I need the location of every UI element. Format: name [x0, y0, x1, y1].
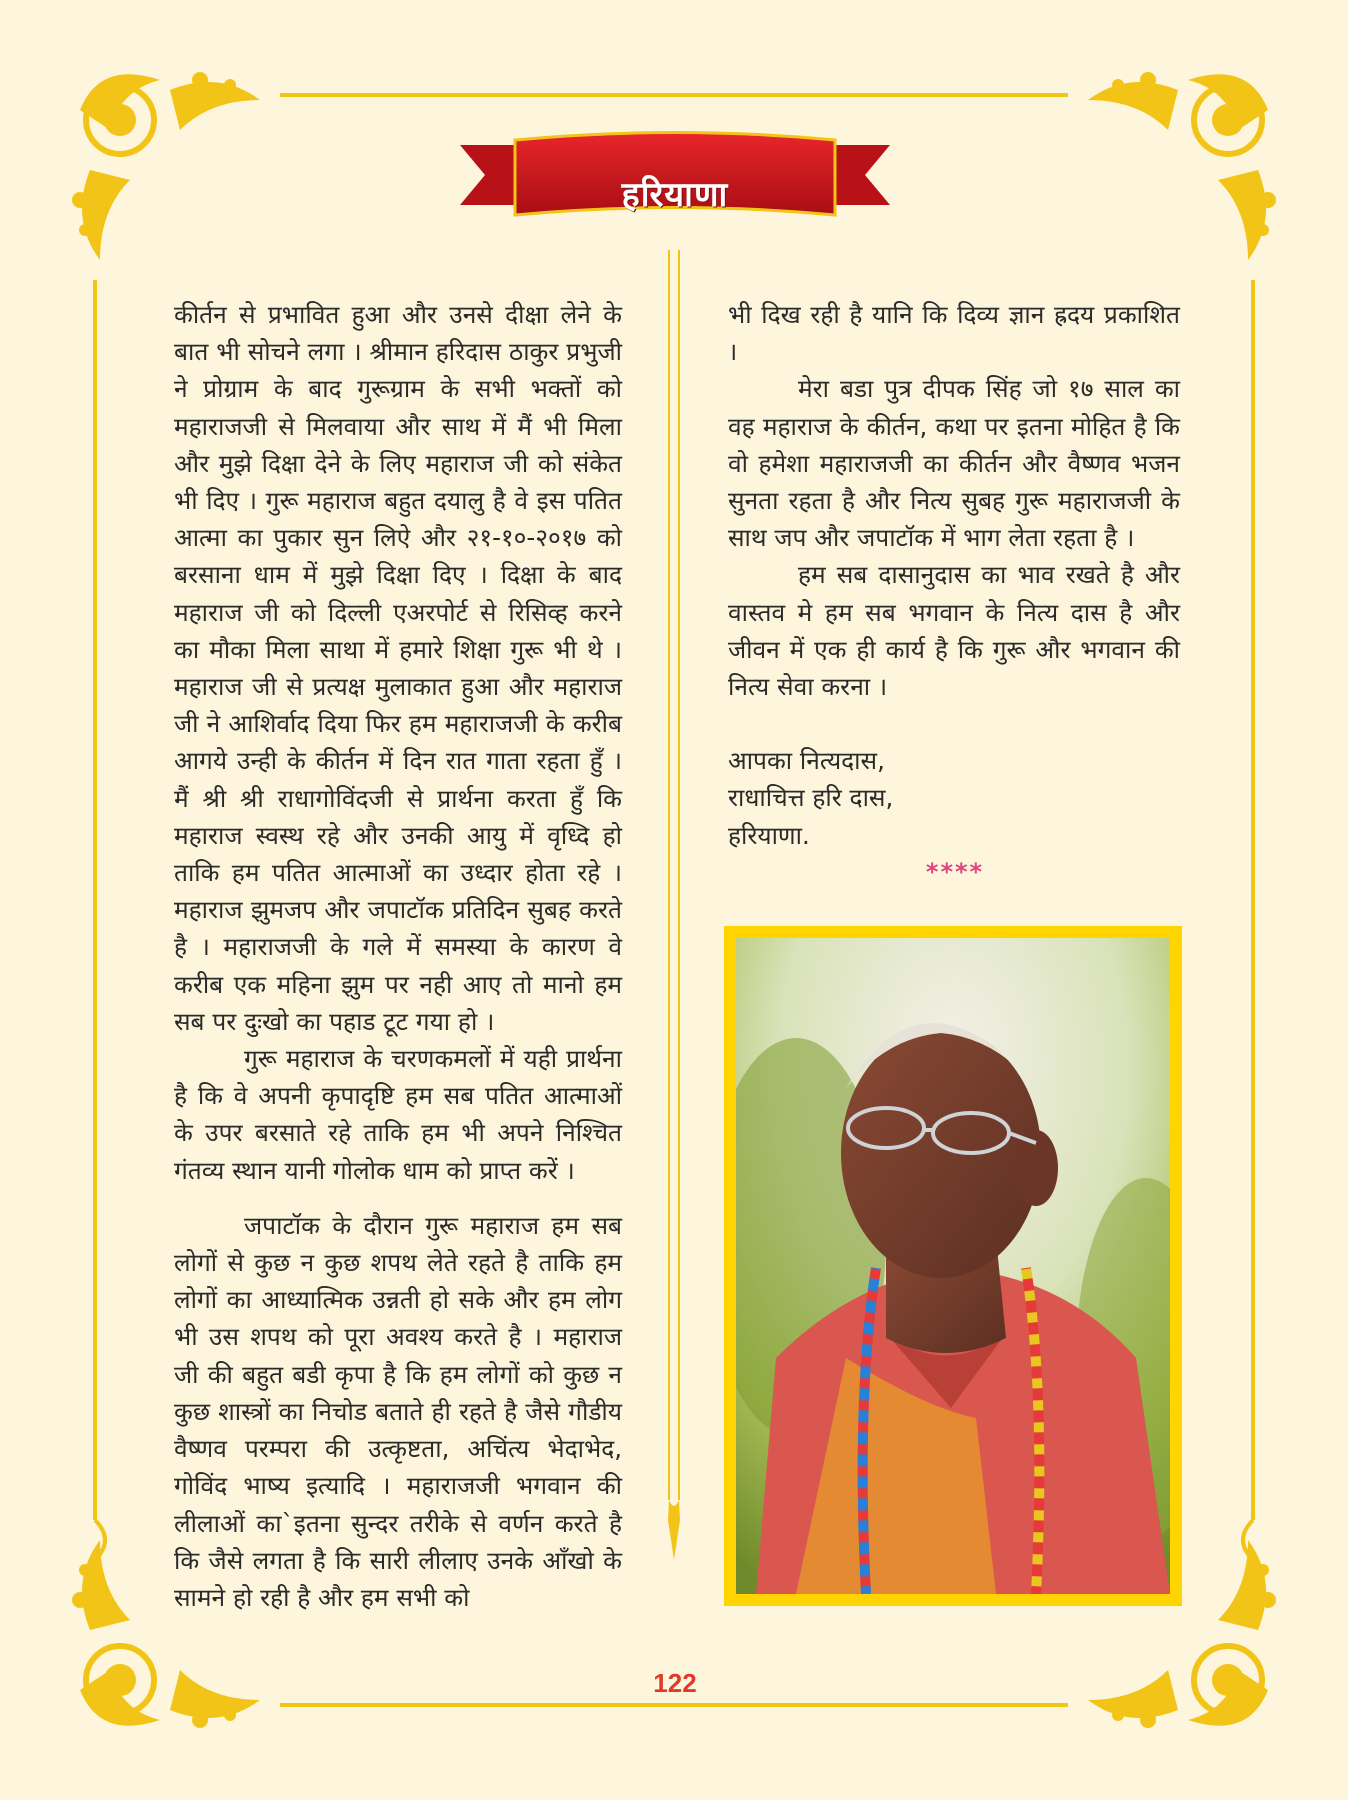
signature-line-2: राधाचित्त हरि दास,	[728, 783, 894, 813]
signature-line-1: आपका नित्यदास,	[728, 746, 885, 776]
column-divider	[666, 250, 682, 1600]
corner-ornament-top-left	[72, 72, 260, 260]
portrait-photo	[736, 938, 1170, 1594]
section-separator: ****	[925, 858, 985, 886]
corner-ornament-top-right	[1088, 72, 1276, 260]
right-column	[728, 296, 1180, 854]
left-paragraph-2: गुरू महाराज के चरणकमलों में यही प्रार्थना है कि वे अपनी कृपादृष्टि हम सब पतित आत्माओं के उपर बरसाते रहे ताकि हम भी अपने निश्चित गंतव्य स्थान यानी गोलोक धाम को प्राप्त करें ।	[174, 1044, 622, 1185]
right-paragraph-2: मेरा बडा पुत्र दीपक सिंह जो १७ साल का वह महाराज के कीर्तन, कथा पर इतना मोहित है कि वो हमेशा महाराजजी का कीर्तन और वैष्णव भजन सुनता रहता है और नित्य सुबह गुरू महाराजजी के साथ जप और जपाटॉक में भाग लेता रहता है ।	[728, 374, 1180, 553]
paragraph-gap	[174, 1189, 622, 1207]
left-column	[174, 296, 622, 1616]
signature-line-3: हरियाणा.	[728, 820, 810, 850]
left-paragraph-1: कीर्तन से प्रभावित हुआ और उनसे दीक्षा लेने के बात भी सोचने लगा । श्रीमान हरिदास ठाकुर प्रभुजी ने प्रोग्राम के बाद गुरूग्राम के सभी भक्तों को महाराजजी से मिलवाया और साथ में मैं भी मिला और मुझे दिक्षा देने के लिए महाराज जी को संकेत भी दिए । गुरू महाराज बहुत दयालु है वे इस पतित आत्मा का पुकार सुन लिऐ और २१-१०-२०१७ को बरसाना धाम में मुझे दिक्षा दिए । दिक्षा के बाद महाराज जी को दिल्ली एअरपोर्ट से रिसिव्ह करने का मौका मिला साथा में हमारे शिक्षा गुरू भी थे । महाराज जी से प्रत्यक्ष मुलाकात हुआ और महाराज जी ने आशिर्वाद दिया फिर हम महाराजजी के करीब आगये उन्ही के कीर्तन में दिन रात गाता रहता हुँ । मैं श्री श्री राधागोविंदजी से प्रार्थना करता हुँ कि महाराज स्वस्थ रहे और उनकी आयु में वृध्दि हो ताकि हम पतित आत्माओं का उध्दार होता रहे । महाराज झुमजप और जपाटॉक प्रतिदिन सुबह करते है । महाराजजी के गले में समस्या के कारण वे करीब एक महिना झुम पर नही आए तो मानो हम सब पर दुःखो का पहाड टूट गया हो ।	[174, 300, 622, 1036]
left-paragraph-3: जपाटॉक के दौरान गुरू महाराज हम सब लोगों से कुछ न कुछ शपथ लेते रहते है ताकि हम लोगों का आध्यात्मिक उन्नती हो सके और हम लोग भी उस शपथ को पूरा अवश्य करते है । महाराज जी की बहुत बडी कृपा है कि हम लोगों को कुछ न कुछ शास्त्रों का निचोड बताते ही रहते है जैसे गौडीय वैष्णव परम्परा की उत्कृष्टता, अचिंत्य भेदाभेद, गोविंद भाष्य इत्यादि । महाराजजी भगवान की लीलाओं का`इतना सुन्दर तरीके से वर्णन करते है कि जैसे लगता है कि सारी लीलाए उनके आँखो के सामने हो रही है और हम सभी को	[174, 1210, 622, 1612]
title-ribbon-label-wrap	[460, 130, 890, 230]
page-title: हरियाणा	[621, 175, 729, 215]
page-number: 122	[653, 1668, 697, 1698]
right-paragraph-1: भी दिख रही है यानि कि दिव्य ज्ञान ह्रदय प्रकाशित ।	[728, 300, 1180, 367]
right-paragraph-3: हम सब दासानुदास का भाव रखते है और वास्तव मे हम सब भगवान के नित्य दास है और जीवन में एक ही कार्य है कि गुरू और भगवान की नित्य सेवा करना ।	[728, 560, 1180, 702]
signature-gap	[728, 705, 1180, 742]
